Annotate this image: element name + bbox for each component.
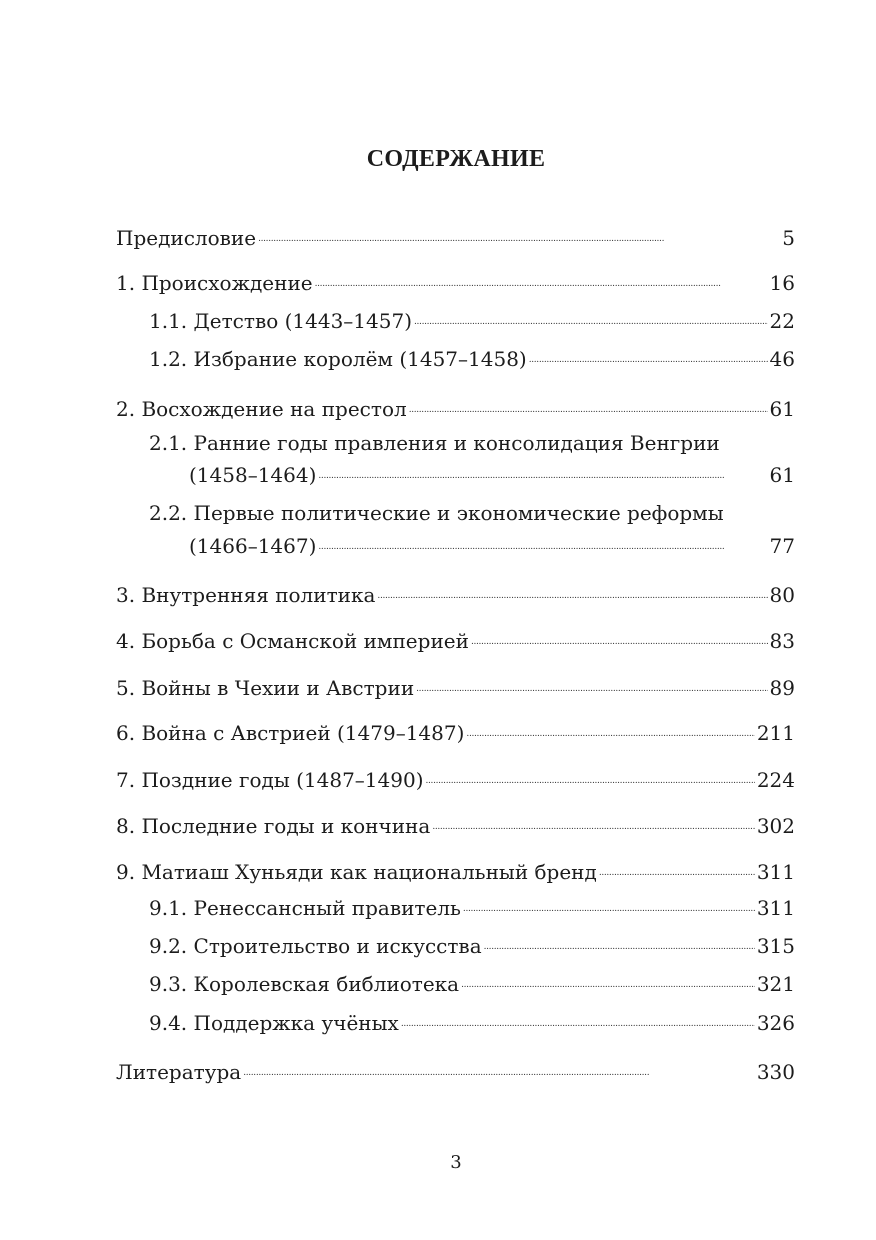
toc-entry-chapter-1[interactable] — [116, 270, 795, 295]
toc-entry-label: 9.2. Строительство и искусства — [149, 934, 482, 958]
toc-entry-chapter-8[interactable] — [116, 813, 795, 838]
dot-leader — [599, 859, 755, 879]
toc-entry-label: 5. Войны в Чехии и Австрии — [116, 676, 415, 700]
dot-leader — [315, 270, 768, 290]
toc-entry-page: 330 — [756, 1060, 795, 1084]
toc-entry-page: 16 — [769, 271, 795, 295]
toc-entry-page: 61 — [769, 397, 795, 421]
toc-entry-page: 80 — [769, 583, 795, 607]
toc-entry-page: 77 — [769, 534, 795, 558]
toc-entry-chapter-9[interactable] — [116, 859, 795, 884]
toc-entry-page: 211 — [756, 721, 795, 745]
toc-entry-page: 302 — [756, 814, 795, 838]
dot-leader — [414, 308, 768, 328]
toc-entry-section-2-1-line1[interactable]: 2.1. Ранние годы правления и консолидация Венгрии — [149, 431, 720, 455]
toc-entry-label: 6. Война с Австрией (1479–1487) — [116, 721, 465, 745]
dot-leader — [416, 675, 767, 695]
toc-entry-label: 1. Происхождение — [116, 271, 313, 295]
dot-leader — [318, 462, 767, 482]
toc-entry-section-2-2-line1[interactable]: 2.2. Первые политические и экономические реформы — [149, 501, 724, 525]
toc-entry-label: (1458–1464) — [189, 463, 317, 487]
toc-entry-chapter-3[interactable] — [116, 582, 795, 607]
toc-entry-label: 7. Поздние годы (1487–1490) — [116, 768, 424, 792]
dot-leader — [243, 1059, 755, 1079]
toc-entry-label: (1466–1467) — [189, 534, 317, 558]
toc-entry-page: 311 — [756, 860, 795, 884]
dot-leader — [318, 533, 767, 553]
toc-entry-label: 9. Матиаш Хуньяди как национальный бренд — [116, 860, 597, 884]
toc-entry-label: 2. Восхождение на престол — [116, 397, 407, 421]
dot-leader — [401, 1010, 755, 1030]
toc-entry-section-2-1[interactable] — [189, 462, 795, 487]
toc-entry-page: 89 — [769, 676, 795, 700]
toc-entry-page: 326 — [756, 1011, 795, 1035]
dot-leader — [409, 396, 768, 416]
toc-entry-label: 4. Борьба с Османской империей — [116, 629, 469, 653]
toc-entry-section-9-4[interactable] — [149, 1010, 795, 1035]
dot-leader — [461, 971, 755, 991]
toc-entry-page: 315 — [756, 934, 795, 958]
toc-entry-section-9-2[interactable] — [149, 933, 795, 958]
toc-entry-page: 5 — [782, 226, 795, 250]
toc-entry-page: 46 — [769, 347, 795, 371]
toc-entry-label: 9.4. Поддержка учёных — [149, 1011, 399, 1035]
toc-entry-label: Предисловие — [116, 226, 257, 250]
dot-leader — [258, 225, 780, 245]
dot-leader — [471, 628, 768, 648]
dot-leader — [426, 767, 755, 787]
toc-entry-label: 9.3. Королевская библиотека — [149, 972, 460, 996]
dot-leader — [466, 720, 754, 740]
toc-entry-section-9-3[interactable] — [149, 971, 795, 996]
toc-entry-page: 83 — [769, 629, 795, 653]
toc-entry-label: 9.1. Ренессансный правитель — [149, 896, 461, 920]
toc-entry-page: 224 — [756, 768, 795, 792]
dot-leader — [432, 813, 755, 833]
toc-entry-chapter-2[interactable] — [116, 396, 795, 421]
toc-entry-chapter-5[interactable] — [116, 675, 795, 700]
toc-entry-label: 1.2. Избрание королём (1457–1458) — [149, 347, 527, 371]
toc-entry-page: 22 — [769, 309, 795, 333]
toc-title: СОДЕРЖАНИЕ — [366, 146, 546, 172]
toc-entry-section-9-1[interactable] — [149, 895, 795, 920]
dot-leader — [529, 346, 768, 366]
toc-entry-chapter-6[interactable] — [116, 720, 795, 745]
page-number: 3 — [450, 1152, 462, 1173]
toc-entry-section-2-2[interactable] — [189, 533, 795, 558]
toc-entry-page: 61 — [769, 463, 795, 487]
dot-leader — [377, 582, 767, 602]
toc-entry-section-1-1[interactable] — [149, 308, 795, 333]
dot-leader — [463, 895, 755, 915]
toc-entry-chapter-4[interactable] — [116, 628, 795, 653]
toc-entry-chapter-7[interactable] — [116, 767, 795, 792]
toc-entry-label: Литература — [116, 1060, 242, 1084]
toc-entry-label: 3. Внутренняя политика — [116, 583, 376, 607]
toc-entry-label: 1.1. Детство (1443–1457) — [149, 309, 413, 333]
toc-entry-page: 311 — [756, 896, 795, 920]
toc-entry-preface[interactable] — [116, 225, 795, 250]
toc-entry-section-1-2[interactable] — [149, 346, 795, 371]
toc-entry-page: 321 — [756, 972, 795, 996]
toc-entry-label: 8. Последние годы и кончина — [116, 814, 431, 838]
dot-leader — [484, 933, 755, 953]
toc-entry-bibliography[interactable] — [116, 1059, 795, 1084]
